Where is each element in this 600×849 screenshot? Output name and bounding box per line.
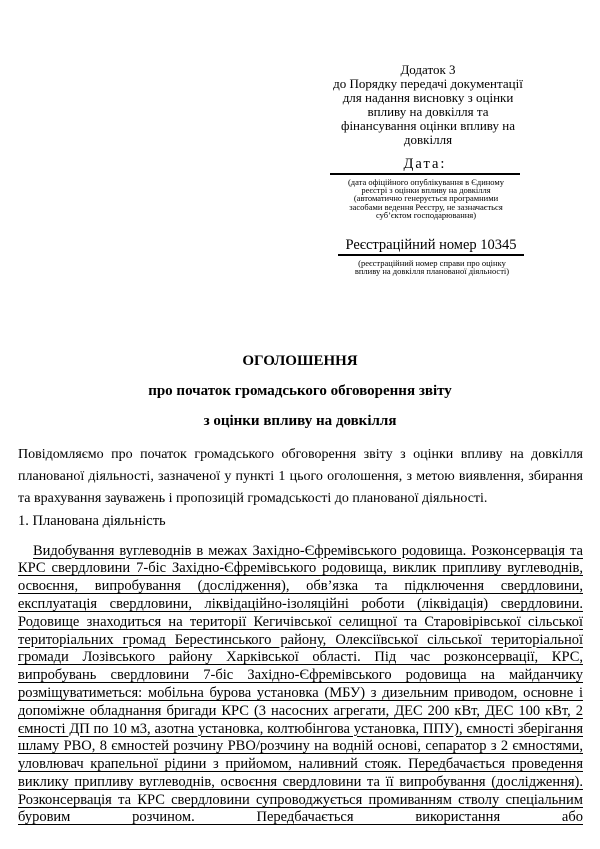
intro-paragraph: Повідомляємо про початок громадського обговорення звіту з оцінки впливу на довкілля планованої діяльності, зазначеної у пункті 1 цього оголошення, з метою виявлення, збирання та врахування зауважень і пропозицій громадськості до планованої діяльності. bbox=[18, 447, 583, 506]
appendix-line-3: для надання висновку з оцінки bbox=[342, 90, 514, 105]
planned-activity-paragraph: Видобування вуглеводнів в межах Західно-Єфремівського родовища. Розконсервація та КРС свердловини 7-біс Західно-Єфремівського родовища, виклик припливу вуглеводнів, освоєння, випробування (дослідження), обв’язка та підключення свердловини, експлуатація свердловини, ліквідаційно-ізоляційні роботи (ліквідація) свердловини. Родовище знаходиться на території Кегичівської селищної та Старовірівської сільської територіальних громад Берестинського району, Олексіївської сільської територіальної громади Лозівського району Харківської області. Під час розконсервації, КРС, випробувань свердловини 7-біс Західно-Єфремівського родовища на майданчику розміщуватиметься: мобільна бурова установка (МБУ) з дизельним приводом, основне і допоміжне обладнання бригади КРС (3 насосних агрегати, ДЕС 200 кВт, ДЕС 100 кВт, 2 ємності ДП по 10 м3, азотна установка, колтюбінгова установка, ППУ), ємності зберігання шламу РВО, 8 ємностей розчину РВО/розчину на водній основі, сепаратор з 2 ємностями, уловлювач крапельної рідини з прийомом, наливний стояк. Передбачається проведення виклику припливу вуглеводнів, освоєння свердловини та її випробування (дослідження). Розконсервація та КРС свердловини супроводжується промиванням стволу спеціальним буровим розчином. Передбачається використання або bbox=[18, 542, 583, 826]
appendix-line-5: фінансування оцінки впливу на bbox=[341, 118, 515, 133]
appendix-reference-block bbox=[318, 63, 538, 147]
announcement-subtitle-2: з оцінки впливу на довкілля bbox=[203, 413, 397, 430]
appendix-line-1: Додаток 3 bbox=[400, 62, 456, 77]
date-note: (дата офіційного опублікування в Єдиному реєстрі з оцінки впливу на довкілля (автоматично генерується програмними засобами ведення Реєстру, не зазначається суб’єктом господарювання) bbox=[347, 177, 505, 220]
registration-number: Реєстраційний номер 10345 bbox=[338, 237, 524, 256]
announcement-subtitle-1: про початок громадського обговорення звіту bbox=[148, 383, 452, 400]
section-1-heading: 1. Планована діяльність bbox=[18, 512, 166, 529]
appendix-line-2: до Порядку передачі документації bbox=[333, 76, 523, 91]
announcement-title: ОГОЛОШЕННЯ bbox=[242, 353, 358, 370]
date-label: Дата: bbox=[330, 157, 520, 175]
registration-note: (реєстраційний номер справи про оцінку впливу на довкілля планованої діяльності) bbox=[354, 258, 510, 277]
appendix-line-6: довкілля bbox=[403, 132, 453, 147]
appendix-line-4: впливу на довкілля та bbox=[367, 104, 489, 119]
